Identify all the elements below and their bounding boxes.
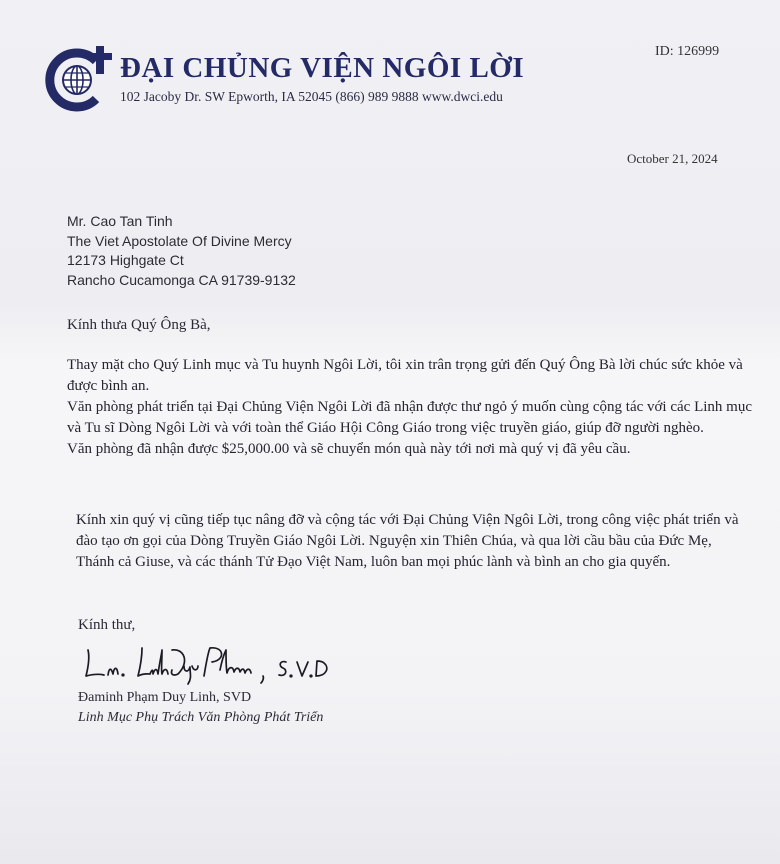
letter-date: October 21, 2024: [627, 151, 718, 166]
letterhead-address: 102 Jacoby Dr. SW Epworth, IA 52045 (866) 989 9888 www.dwci.edu: [120, 89, 503, 104]
handwritten-signature: [80, 640, 340, 686]
body-sentence-greeting: Thay mặt cho Quý Linh mục và Tu huynh Ngôi Lời, tôi xin trân trọng gửi đến Quý Ông Bà lời chúc sức khỏe và được bình an.: [67, 357, 743, 394]
recipient-organization: The Viet Apostolate Of Divine Mercy: [67, 232, 292, 249]
body-sentence-donation: Văn phòng đã nhận được $25,000.00 và sẽ chuyển món quà này tới nơi mà quý vị đã yêu cầu.: [67, 441, 631, 457]
body-sentence-office: Văn phòng phát triển tại Đại Chủng Viện Ngôi Lời đã nhận được thư ngỏ ý muốn cùng cộng tác với các Linh mục và Tu sĩ Dòng Ngôi Lời và với toàn thể Giáo Hội Công Giáo trong việc truyền giáo, giúp đỡ người nghèo.: [67, 399, 752, 436]
recipient-city: Rancho Cucamonga CA 91739-9132: [67, 271, 296, 288]
body-paragraph-2: Kính xin quý vị cũng tiếp tục nâng đỡ và cộng tác với Đại Chủng Viện Ngôi Lời, trong công việc phát triển và đào tạo ơn gọi của Dòng Truyền Giáo Ngôi Lời. Nguyện xin Thiên Chúa, và qua lời cầu bầu của Đức Mẹ, Thánh cả Giuse, và các thánh Tử Đạo Việt Nam, luôn ban mọi phúc lành và bình an cho gia quyến.: [76, 512, 739, 570]
seminary-name: ĐẠI CHỦNG VIỆN NGÔI LỜI: [120, 52, 525, 84]
closing: Kính thư,: [78, 617, 136, 633]
signer-title: Linh Mục Phụ Trách Văn Phòng Phát Triển: [78, 710, 324, 725]
document-id: ID: 126999: [655, 44, 720, 59]
salutation: Kính thưa Quý Ông Bà,: [67, 317, 211, 333]
seminary-globe-cross-logo: [44, 44, 114, 114]
recipient-name: Mr. Cao Tan Tinh: [67, 213, 173, 229]
body-paragraph-1: [67, 355, 757, 460]
recipient-address-block: [67, 212, 296, 290]
recipient-street: 12173 Highgate Ct: [67, 252, 184, 268]
signer-name: Đaminh Phạm Duy Linh, SVD: [78, 690, 252, 705]
